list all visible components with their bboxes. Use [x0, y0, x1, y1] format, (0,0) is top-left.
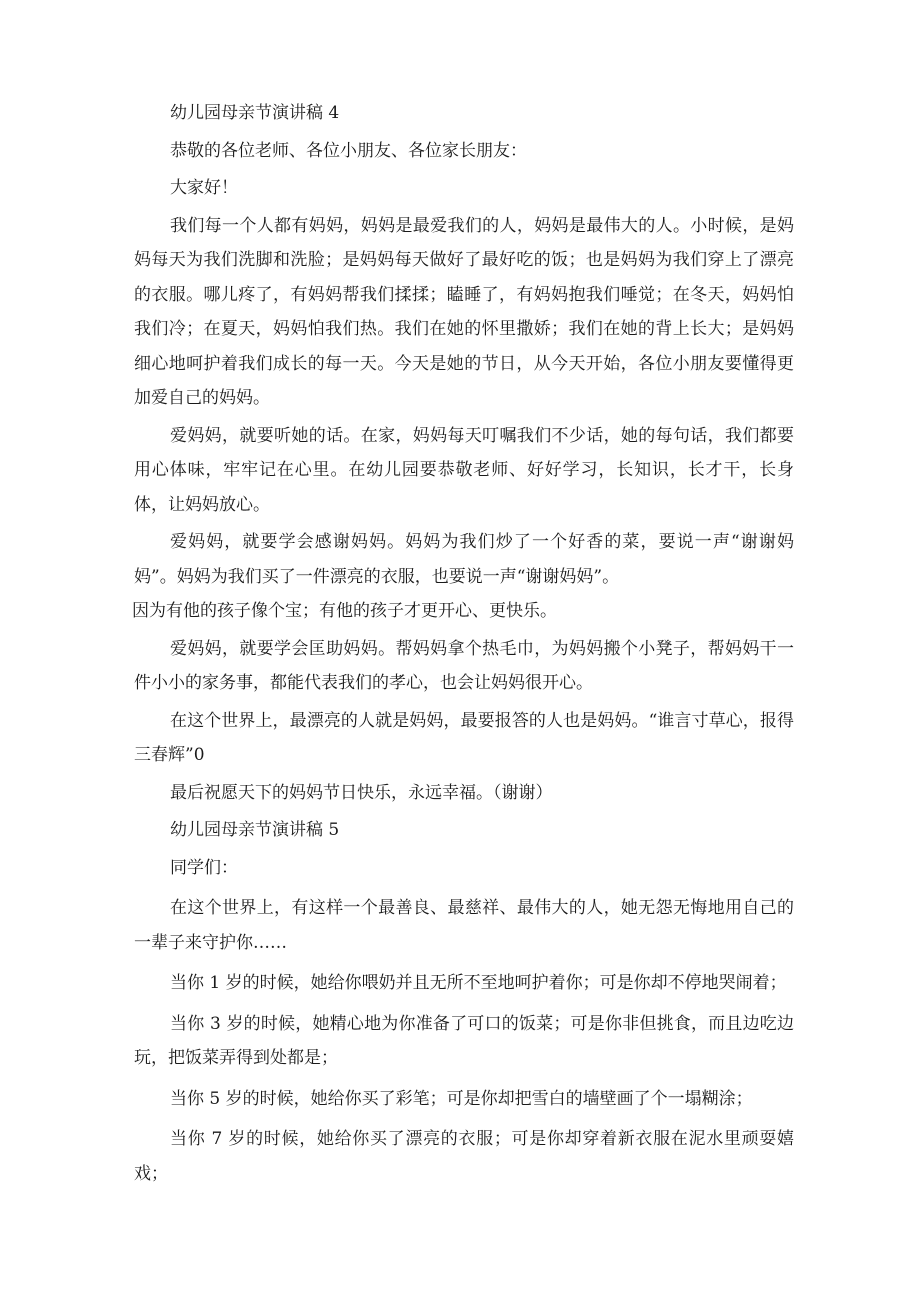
- body-paragraph: 因为有他的孩子像个宝；有他的孩子才更开心、更快乐。: [132, 601, 557, 621]
- salutation: 恭敬的各位老师、各位小朋友、各位家长朋友：: [170, 140, 527, 161]
- body-paragraph: 当你 5 岁的时候，她给你买了彩笔；可是你却把雪白的墙壁画了个一塌糊涂；: [170, 1088, 753, 1109]
- body-paragraph: 当你 3 岁的时候，她精心地为你准备了可口的饭菜；可是你非但挑食，而且边吃边玩，把饭菜弄得到处都是；: [134, 1013, 794, 1068]
- body-paragraph: 在这个世界上，有这样一个最善良、最慈祥、最伟大的人，她无怨无悔地用自己的一辈子来守护你……: [134, 898, 794, 953]
- body-paragraph: 当你 7 岁的时候，她给你买了漂亮的衣服；可是你却穿着新衣服在泥水里顽耍嬉戏；: [134, 1129, 794, 1184]
- speech-title-5: 幼儿园母亲节演讲稿 5: [170, 820, 340, 840]
- salutation: 同学们：: [170, 857, 238, 878]
- document-body: [134, 96, 794, 1194]
- body-paragraph: 爱妈妈，就要学会感谢妈妈。妈妈为我们炒了一个好香的菜，要说一声“谢谢妈妈”。妈妈为我们买了一件漂亮的衣服，也要说一声“谢谢妈妈”。: [134, 532, 794, 587]
- body-paragraph: 我们每一个人都有妈妈，妈妈是最爱我们的人，妈妈是最伟大的人。小时候，是妈妈每天为我们洗脚和洗脸；是妈妈每天做好了最好吃的饭；也是妈妈为我们穿上了漂亮的衣服。哪儿疼了，有妈妈帮我们揉揉；瞌睡了，有妈妈抱我们唾觉；在冬天，妈妈怕我们冷；在夏天，妈妈怕我们热。我们在她的怀里撒娇；我们在她的背上长大；是妈妈细心地呵护着我们成长的每一天。今天是她的节日，从今天开始，各位小朋友要懂得更加爱自己的妈妈。: [134, 215, 794, 408]
- body-paragraph: 当你 1 岁的时候，她给你喂奶并且无所不至地呵护着你；可是你却不停地哭闹着；: [170, 973, 787, 993]
- body-paragraph: 爱妈妈，就要听她的话。在家，妈妈每天叮嘱我们不少话，她的每句话，我们都要用心体味，牢牢记在心里。在幼儿园要恭敬老师、好好学习，长知识，长才干，长身体，让妈妈放心。: [134, 425, 794, 515]
- greeting: 大家好！: [170, 178, 238, 198]
- speech-title-4: 幼儿园母亲节演讲稿 4: [170, 103, 340, 123]
- body-paragraph: 爱妈妈，就要学会匡助妈妈。帮妈妈拿个热毛巾，为妈妈搬个小凳子，帮妈妈干一件小小的家务事，都能代表我们的孝心，也会让妈妈很开心。: [134, 638, 794, 693]
- closing-line: 最后祝愿天下的妈妈节日快乐，永远幸福。（谢谢）: [170, 782, 553, 803]
- body-paragraph: 在这个世界上，最漂亮的人就是妈妈，最要报答的人也是妈妈。“谁言寸草心，报得三春辉”0: [134, 710, 794, 765]
